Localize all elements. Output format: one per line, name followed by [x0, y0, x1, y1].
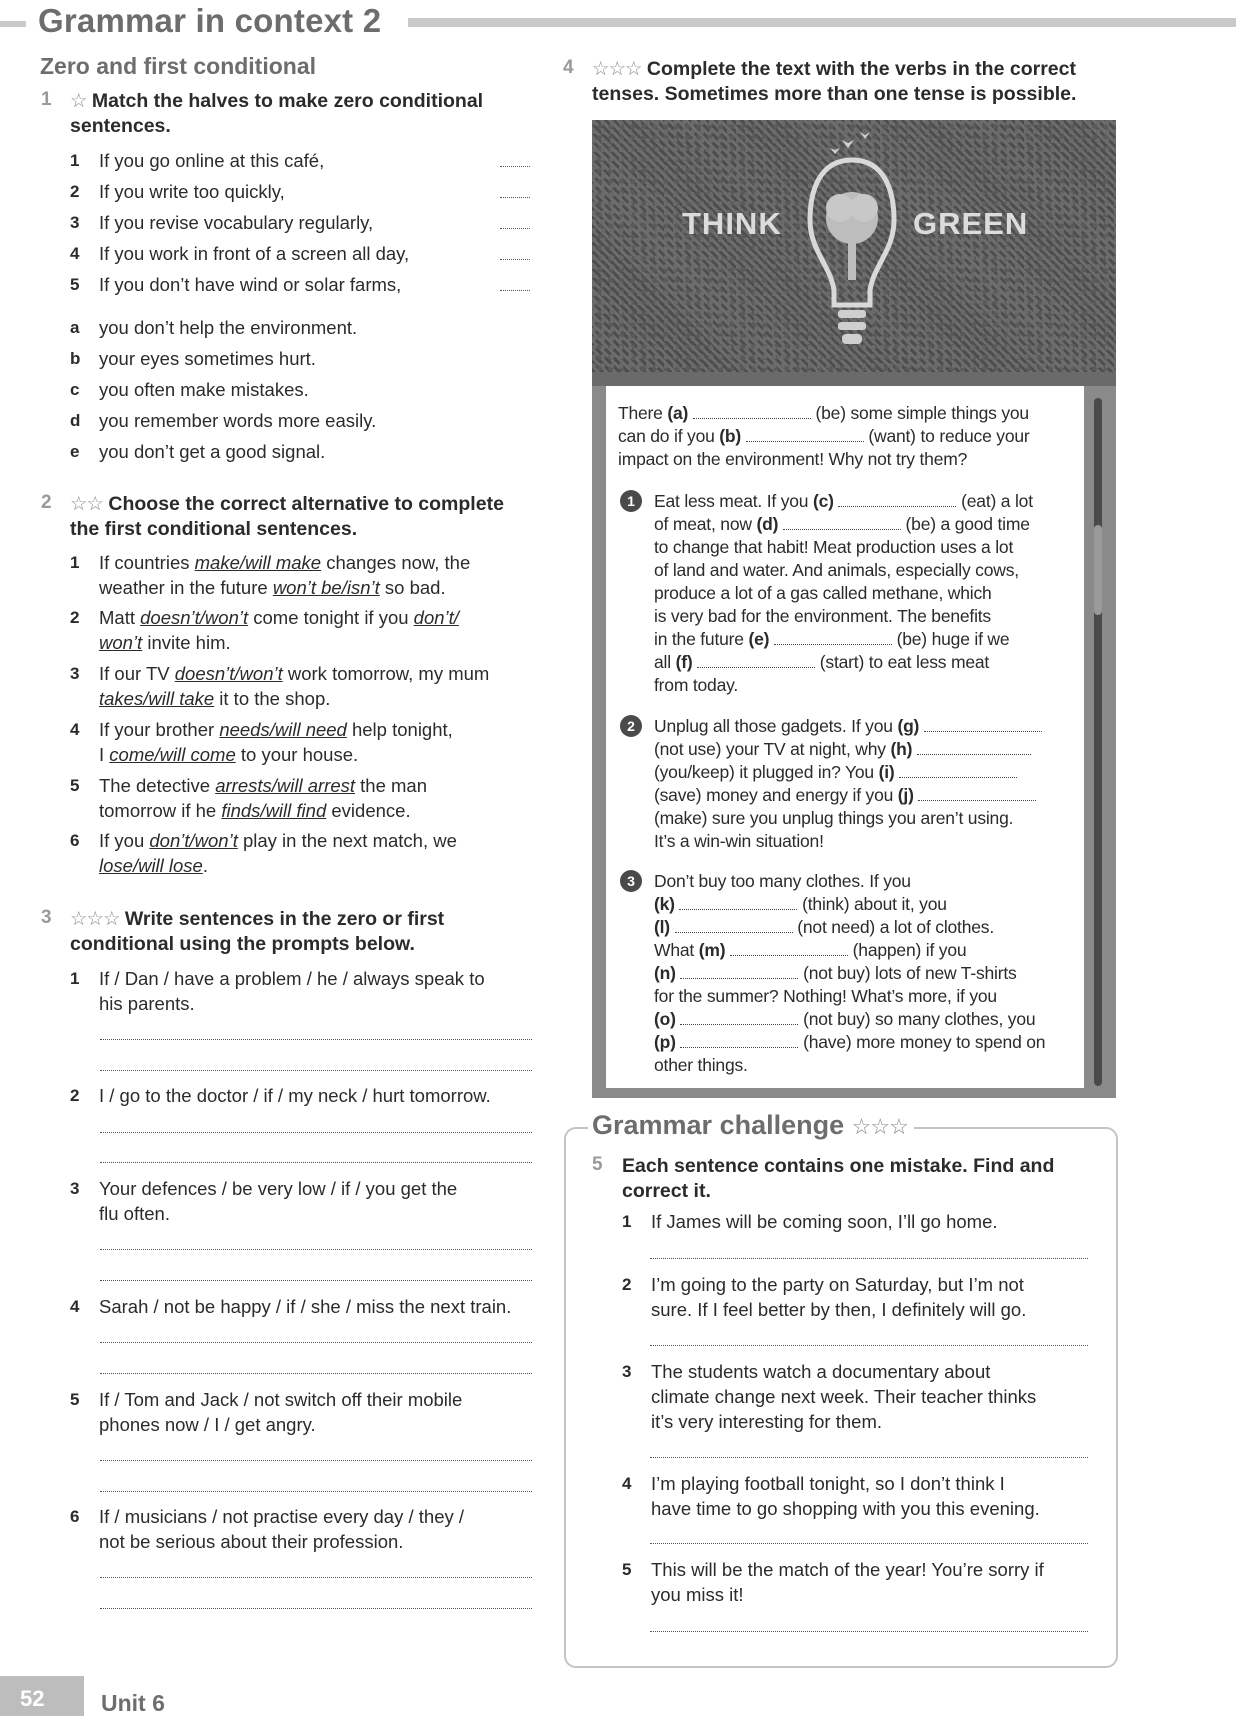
title-line: Choose the correct alternative to complete: [108, 493, 504, 515]
text: to your house.: [235, 744, 359, 765]
text: (want) to reduce your: [863, 426, 1030, 446]
text-line: [654, 738, 1031, 761]
text: weather in the future: [99, 577, 273, 598]
answer-line[interactable]: [650, 1457, 1088, 1458]
text-line: [654, 916, 994, 939]
answer-line[interactable]: [500, 228, 530, 229]
paragraph-number: 2: [620, 715, 642, 737]
text-line: [618, 402, 1029, 425]
item-text: If you revise vocabulary regularly,: [99, 212, 374, 233]
answer-line[interactable]: [100, 1491, 532, 1492]
gap-field[interactable]: [838, 494, 956, 507]
header-bar-right: [408, 18, 1236, 27]
exercise-title: [70, 492, 570, 542]
item-text: [99, 966, 485, 1016]
text-line: for the summer? Nothing! What’s more, if you: [654, 986, 997, 1006]
answer-line[interactable]: [100, 1132, 532, 1133]
gap-field[interactable]: [924, 719, 1042, 732]
item-number: 5: [622, 1560, 632, 1579]
text: If you: [99, 830, 150, 851]
paragraph-number: 1: [620, 490, 642, 512]
exercise-number: 1: [41, 89, 52, 110]
item-number: 2: [70, 182, 80, 201]
answer-line[interactable]: [100, 1342, 532, 1343]
item-text: [99, 1176, 457, 1226]
item-text: [651, 1272, 1026, 1322]
text: his parents.: [99, 993, 195, 1014]
text: (not buy) lots of new T-shirts: [798, 963, 1017, 983]
title-line: Match the halves to make zero conditional: [91, 90, 484, 112]
text: of meat, now: [654, 514, 757, 534]
gap-field[interactable]: [679, 897, 797, 910]
title-line: correct it.: [622, 1180, 711, 1202]
item-number: 5: [70, 275, 80, 294]
text: all: [654, 652, 676, 672]
text-line: other things.: [654, 1055, 748, 1075]
text-line: [654, 628, 1009, 651]
item-number: 1: [70, 553, 80, 572]
text: If countries: [99, 552, 195, 573]
gap-field[interactable]: [917, 742, 1031, 755]
item-text: [651, 1209, 998, 1234]
difficulty-stars: ☆☆: [70, 493, 103, 515]
text: I / go to the doctor / if / my neck / hurt tomorrow.: [99, 1085, 491, 1106]
gap-label: (b): [719, 426, 742, 446]
text: (save) money and energy if you: [654, 785, 898, 805]
gap-label: (g): [897, 716, 920, 736]
gap-field[interactable]: [730, 943, 848, 956]
item-text: [651, 1471, 1040, 1521]
text-line: from today.: [654, 675, 739, 695]
text: I: [99, 744, 110, 765]
text: so bad.: [379, 577, 446, 598]
item-number: 1: [622, 1212, 632, 1231]
gap-field[interactable]: [680, 1035, 798, 1048]
item-text: [99, 1504, 464, 1554]
item-text: [99, 661, 489, 711]
text-line: produce a lot of a gas called methane, which: [654, 583, 992, 603]
text: If your brother: [99, 719, 220, 740]
gap-field[interactable]: [675, 920, 793, 933]
item-letter: e: [70, 442, 80, 461]
answer-line[interactable]: [650, 1631, 1088, 1632]
text: (be) some simple things you: [810, 403, 1029, 423]
answer-line[interactable]: [100, 1460, 532, 1461]
unit-label: Unit 6: [101, 1690, 165, 1716]
text: (eat) a lot: [956, 491, 1033, 511]
item-number: 3: [70, 1179, 80, 1198]
exercise-number: 3: [41, 907, 52, 928]
difficulty-stars: ☆☆☆: [851, 1114, 908, 1139]
text-line: [654, 1008, 1035, 1031]
exercise-title: [70, 907, 570, 957]
gap-field[interactable]: [680, 966, 798, 979]
text: The detective: [99, 775, 216, 796]
answer-line[interactable]: [100, 1162, 532, 1163]
text: If our TV: [99, 663, 175, 684]
text-line: [654, 1031, 1045, 1054]
lightbulb-icon: [802, 130, 902, 375]
text: (have) more money to spend on: [798, 1032, 1046, 1052]
item-number: 1: [70, 969, 80, 988]
text-line: is very bad for the environment. The benefits: [654, 606, 991, 626]
difficulty-stars: ☆☆☆: [592, 58, 642, 80]
text: There: [618, 403, 668, 423]
text-line: It’s a win-win situation!: [654, 831, 824, 851]
answer-line[interactable]: [500, 197, 530, 198]
text-line: [618, 425, 1030, 448]
text: If / Dan / have a problem / he / always speak to: [99, 968, 485, 989]
text: can do if you: [618, 426, 720, 446]
text: If / Tom and Jack / not switch off their mobile: [99, 1389, 463, 1410]
title-line: Complete the text with the verbs in the correct: [646, 58, 1076, 80]
difficulty-stars: ☆: [70, 90, 87, 112]
page-number-badge: [0, 1676, 84, 1716]
choice[interactable]: doesn’t/won’t: [174, 663, 283, 684]
answer-line[interactable]: [100, 1373, 532, 1374]
text: flu often.: [99, 1203, 170, 1224]
item-text: [99, 773, 427, 823]
text: (be) huge if we: [891, 629, 1010, 649]
scrollbar-track[interactable]: [1094, 398, 1102, 1086]
gap-label: (f): [675, 652, 693, 672]
gap-field[interactable]: [680, 1012, 798, 1025]
choice[interactable]: won’t: [99, 632, 143, 653]
choice[interactable]: come/will come: [109, 744, 236, 765]
answer-line[interactable]: [100, 1039, 532, 1040]
text: in the future: [654, 629, 749, 649]
text: phones now / I / get angry.: [99, 1414, 316, 1435]
text: Unplug all those gadgets. If you: [654, 716, 898, 736]
text-line: to change that habit! Meat production uses a lot: [654, 537, 1014, 557]
choice[interactable]: takes/will take: [99, 688, 215, 709]
text: Your defences / be very low / if / you get the: [99, 1178, 458, 1199]
gap-field[interactable]: [697, 655, 815, 668]
text: (start) to eat less meat: [815, 652, 990, 672]
exercise-title: [70, 89, 550, 139]
text: Sarah / not be happy / if / she / miss the next train.: [99, 1296, 512, 1317]
item-text: [99, 605, 459, 655]
item-text: you don’t get a good signal.: [99, 441, 326, 462]
title-line: sentences.: [70, 115, 171, 137]
item-text: [651, 1359, 1036, 1434]
text: you miss it!: [651, 1584, 744, 1605]
difficulty-stars: ☆☆☆: [70, 908, 120, 930]
choice[interactable]: don’t/: [413, 607, 459, 628]
text: climate change next week. Their teacher thinks: [651, 1386, 1037, 1407]
text-line: [654, 893, 947, 916]
gap-field[interactable]: [693, 406, 811, 419]
item-text: your eyes sometimes hurt.: [99, 348, 316, 369]
item-text: [99, 717, 453, 767]
choice[interactable]: needs/will need: [219, 719, 347, 740]
item-number: 4: [70, 1297, 80, 1316]
text-line: (make) sure you unplug things you aren’t using.: [654, 808, 1014, 828]
title-line: tenses. Sometimes more than one tense is possible.: [592, 83, 1077, 105]
item-number: 5: [70, 776, 80, 795]
text: help tonight,: [346, 719, 453, 740]
text: (not need) a lot of clothes.: [792, 917, 994, 937]
item-number: 6: [70, 1507, 80, 1526]
item-text: [99, 550, 470, 600]
item-text: [99, 1294, 511, 1319]
text: I’m playing football tonight, so I don’t think I: [651, 1473, 1005, 1494]
text: What: [654, 940, 699, 960]
title-line: Each sentence contains one mistake. Find and: [622, 1155, 1055, 1177]
text: not be serious about their profession.: [99, 1531, 404, 1552]
gap-field[interactable]: [899, 765, 1017, 778]
text: (think) about it, you: [797, 894, 947, 914]
gap-label: (n): [654, 963, 676, 983]
text: I’m going to the party on Saturday, but I’m not: [651, 1274, 1024, 1295]
image-divider: [592, 372, 1116, 386]
item-letter: b: [70, 349, 81, 368]
item-letter: c: [70, 380, 80, 399]
item-letter: a: [70, 318, 80, 337]
text-line: [654, 715, 1042, 738]
text: sure. If I feel better by then, I definitely will go.: [651, 1299, 1027, 1320]
text: it to the shop.: [214, 688, 331, 709]
exercise-number: 5: [592, 1154, 603, 1175]
text-line: of land and water. And animals, especially cows,: [654, 560, 1019, 580]
choice[interactable]: make/will make: [194, 552, 322, 573]
text: Eat less meat. If you: [654, 491, 814, 511]
gap-label: (j): [897, 785, 914, 805]
item-text: [99, 828, 457, 878]
text: (you/keep) it plugged in? You: [654, 762, 879, 782]
text: (not buy) so many clothes, you: [798, 1009, 1036, 1029]
image-text-think: THINK: [682, 206, 782, 241]
exercise-title: [592, 57, 1222, 107]
text-line: [654, 784, 1036, 807]
choice[interactable]: finds/will find: [221, 800, 327, 821]
text: tomorrow if he: [99, 800, 222, 821]
text-line: [654, 962, 1017, 985]
gap-label: (m): [698, 940, 726, 960]
item-number: 4: [70, 720, 80, 739]
text-line: [654, 939, 966, 962]
answer-line[interactable]: [500, 166, 530, 167]
gap-label: (a): [667, 403, 689, 423]
paragraph-number: 3: [620, 870, 642, 892]
item-text: you don’t help the environment.: [99, 317, 358, 338]
answer-line[interactable]: [500, 259, 530, 260]
gap-field[interactable]: [783, 517, 901, 530]
answer-line[interactable]: [100, 1249, 532, 1250]
gap-label: (o): [654, 1009, 676, 1029]
text: .: [202, 855, 208, 876]
text: changes now, the: [321, 552, 471, 573]
text: evidence.: [326, 800, 411, 821]
title-line: the first conditional sentences.: [70, 518, 358, 540]
item-number: 4: [70, 244, 80, 263]
item-text: [99, 1083, 491, 1108]
text: Matt: [99, 607, 141, 628]
gap-label: (d): [756, 514, 779, 534]
item-number: 2: [622, 1275, 632, 1294]
choice[interactable]: don’t/won’t: [149, 830, 238, 851]
answer-line[interactable]: [650, 1345, 1088, 1346]
item-number: 2: [70, 608, 80, 627]
text-line: impact on the environment! Why not try them?: [618, 449, 968, 469]
item-text: If you write too quickly,: [99, 181, 285, 202]
item-text: [651, 1557, 1044, 1607]
choice[interactable]: lose/will lose: [99, 855, 203, 876]
title-line: Write sentences in the zero or first: [124, 908, 445, 930]
text-line: [654, 651, 989, 674]
text-line: [654, 761, 1017, 784]
answer-line[interactable]: [100, 1608, 532, 1609]
answer-line[interactable]: [650, 1258, 1088, 1259]
text: play in the next match, we: [237, 830, 457, 851]
header-bar-left: [0, 21, 26, 27]
choice[interactable]: arrests/will arrest: [215, 775, 356, 796]
item-text: you often make mistakes.: [99, 379, 309, 400]
gap-label: (i): [878, 762, 895, 782]
scrollbar-thumb[interactable]: [1094, 525, 1102, 615]
text: If James will be coming soon, I’ll go home.: [651, 1211, 998, 1232]
title-text: Grammar challenge: [592, 1110, 845, 1140]
text: the man: [355, 775, 428, 796]
text: If / musicians / not practise every day / they /: [99, 1506, 465, 1527]
text: come tonight if you: [248, 607, 414, 628]
exercise-title: [622, 1154, 1102, 1204]
item-number: 4: [622, 1474, 632, 1493]
gap-label: (h): [890, 739, 913, 759]
gap-field[interactable]: [746, 429, 864, 442]
text: (be) a good time: [900, 514, 1030, 534]
item-number: 3: [70, 213, 80, 232]
item-text: If you work in front of a screen all day,: [99, 243, 410, 264]
text: invite him.: [142, 632, 231, 653]
answer-line[interactable]: [100, 1070, 532, 1071]
answer-line[interactable]: [100, 1577, 532, 1578]
answer-line[interactable]: [650, 1543, 1088, 1544]
gap-label: (e): [748, 629, 770, 649]
text-line: Don’t buy too many clothes. If you: [654, 871, 911, 891]
text: (happen) if you: [848, 940, 967, 960]
item-number: 5: [70, 1390, 80, 1409]
section-heading: Zero and first conditional: [40, 53, 317, 79]
gap-label: (k): [654, 894, 675, 914]
exercise-number: 2: [41, 492, 52, 513]
item-text: If you don’t have wind or solar farms,: [99, 274, 402, 295]
gap-label: (l): [654, 917, 670, 937]
challenge-title: [588, 1110, 914, 1141]
image-text-green: GREEN: [913, 206, 1029, 241]
text: work tomorrow, my mum: [282, 663, 490, 684]
exercise-number: 4: [563, 57, 574, 78]
choice[interactable]: won’t be/isn’t: [272, 577, 380, 598]
item-number: 6: [70, 831, 80, 850]
answer-line[interactable]: [100, 1280, 532, 1281]
text: (not use) your TV at night, why: [654, 739, 891, 759]
item-number: 3: [70, 664, 80, 683]
gap-field[interactable]: [918, 788, 1036, 801]
page-number: 52: [20, 1686, 45, 1711]
text-line: [654, 513, 1030, 536]
item-number: 3: [622, 1362, 632, 1381]
text-line: [654, 490, 1033, 513]
item-number: 1: [70, 151, 80, 170]
text: This will be the match of the year! You’re sorry if: [651, 1559, 1044, 1580]
item-number: 2: [70, 1086, 80, 1105]
item-letter: d: [70, 411, 81, 430]
page-title: Grammar in context 2: [38, 2, 382, 39]
choice[interactable]: doesn’t/won’t: [140, 607, 249, 628]
title-line: conditional using the prompts below.: [70, 933, 415, 955]
text: it’s very interesting for them.: [651, 1411, 882, 1432]
item-text: you remember words more easily.: [99, 410, 377, 431]
gap-label: (c): [813, 491, 834, 511]
gap-field[interactable]: [774, 632, 892, 645]
item-text: [99, 1387, 462, 1437]
answer-line[interactable]: [500, 290, 530, 291]
item-text: If you go online at this café,: [99, 150, 325, 171]
text: The students watch a documentary about: [651, 1361, 991, 1382]
text: have time to go shopping with you this evening.: [651, 1498, 1040, 1519]
gap-label: (p): [654, 1032, 676, 1052]
